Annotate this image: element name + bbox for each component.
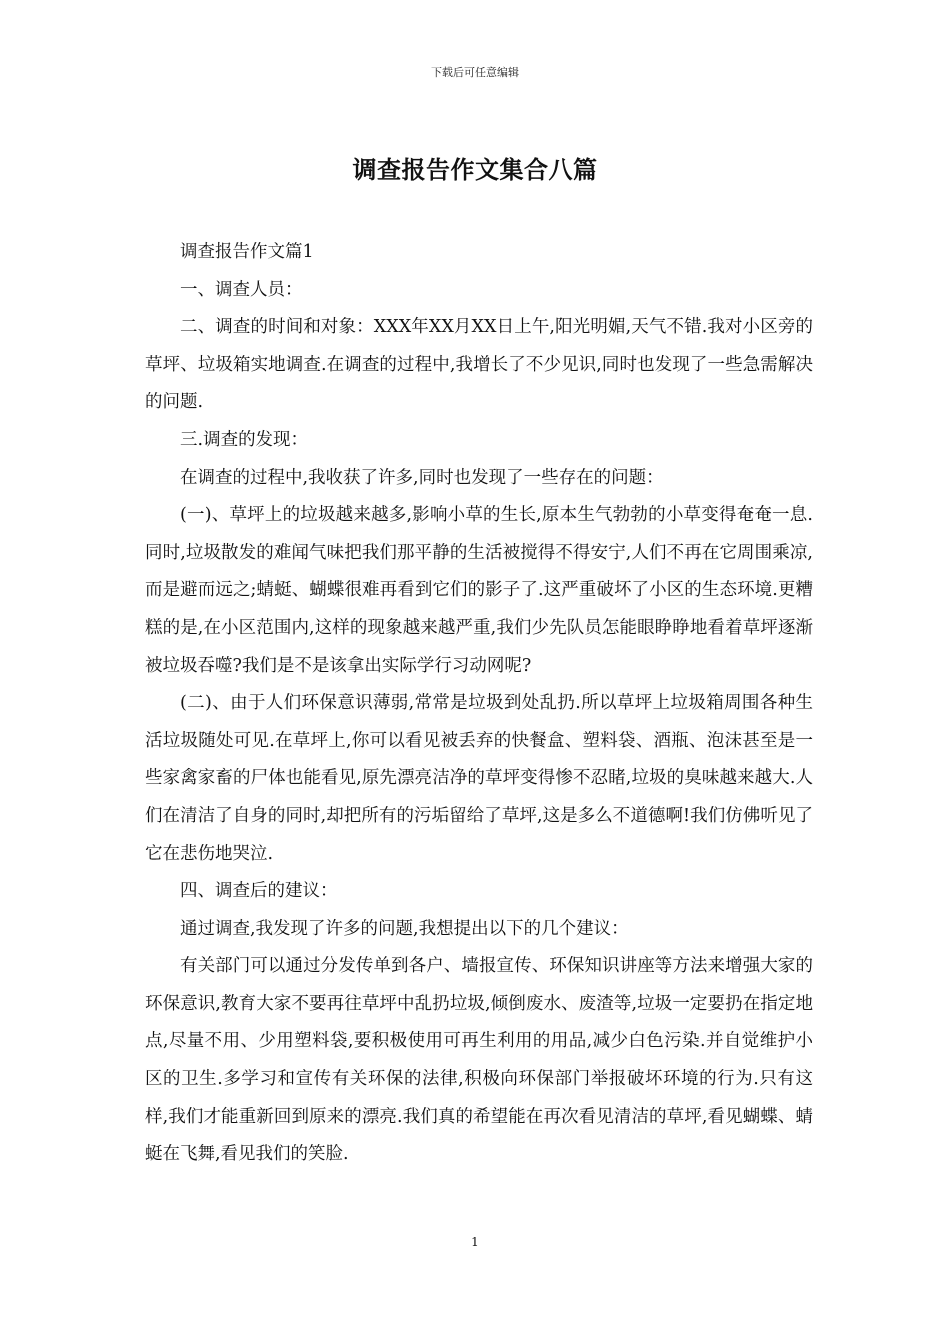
page-number: 1: [471, 1235, 479, 1249]
paragraph-suggestions-intro: 通过调查,我发现了许多的问题,我想提出以下的几个建议：: [180, 918, 629, 939]
paragraph-time-and-subject: 二、调查的时间和对象：XXX年XX月XX日上午,阳光明媚,天气不错.我对小区旁的草坪、垃圾箱实地调查.在调查的过程中,我增长了不少见识,同时也发现了一些急需解决的问题.: [145, 317, 813, 413]
paragraph-findings-intro: 在调查的过程中,我收获了许多,同时也发现了一些存在的问题：: [180, 467, 664, 488]
document-title: 调查报告作文集合八篇: [352, 155, 598, 184]
paragraph-finding-one: (一)、草坪上的垃圾越来越多,影响小草的生长,原本生气勃勃的小草变得奄奄一息.同时,垃圾散发的难闻气味把我们那平静的生活被搅得不得安宁,人们不再在它周围乘凉,而是避而远之;蜻蜓、蝴蝶很难再看到它们的影子了.这严重破坏了小区的生态环境.更糟糕的是,在小区范围内,这样的现象越来越严重,我们少先队员怎能眼睁睁地看着草坪逐渐被垃圾吞噬?我们是不是该拿出实际学行习动网呢?: [145, 505, 813, 676]
document-body: [145, 234, 813, 1174]
section-heading: 调查报告作文篇1: [180, 242, 314, 262]
paragraph-findings-heading: 三.调查的发现：: [180, 429, 309, 450]
paragraph-investigators: 一、调查人员：: [180, 279, 303, 300]
paragraph-suggestions-body: 有关部门可以通过分发传单到各户、墙报宣传、环保知识讲座等方法来增强大家的环保意识,教育大家不要再往草坪中乱扔垃圾,倾倒废水、废渣等,垃圾一定要扔在指定地点,尽量不用、少用塑料袋,要积极使用可再生利用的用品,减少白色污染.并自觉维护小区的卫生.多学习和宣传有关环保的法律,积极向环保部门举报破坏环境的行为.只有这样,我们才能重新回到原来的漂亮.我们真的希望能在再次看见清洁的草坪,看见蝴蝶、蜻蜓在飞舞,看见我们的笑脸.: [145, 956, 813, 1165]
page-header-note: 下载后可任意编辑: [431, 66, 519, 79]
paragraph-finding-two: (二)、由于人们环保意识薄弱,常常是垃圾到处乱扔.所以草坪上垃圾箱周围各种生活垃圾随处可见.在草坪上,你可以看见被丢弃的快餐盒、塑料袋、酒瓶、泡沫甚至是一些家禽家畜的尸体也能看见,原先漂亮洁净的草坪变得惨不忍睹,垃圾的臭味越来越大.人们在清洁了自身的同时,却把所有的污垢留给了草坪,这是多么不道德啊!我们仿佛听见了它在悲伤地哭泣.: [145, 693, 813, 864]
paragraph-suggestions-heading: 四、调查后的建议：: [180, 881, 338, 902]
